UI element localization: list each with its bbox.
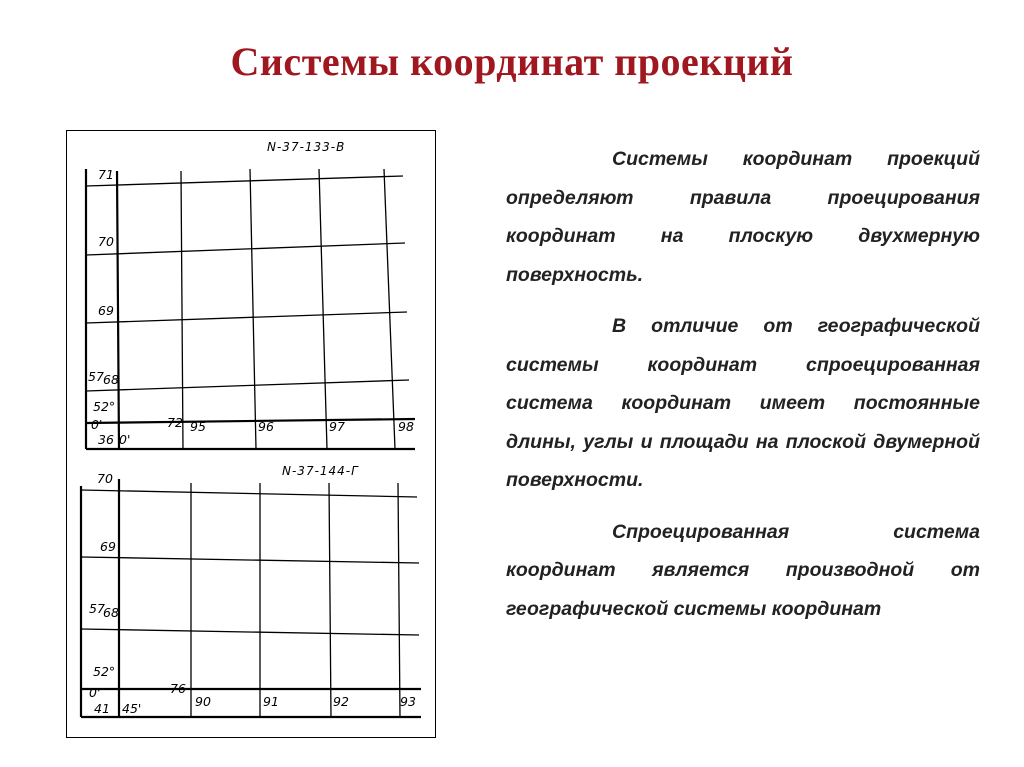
lower-left-label: 52° [93,664,116,679]
upper-bottom-label: 97 [329,419,345,434]
upper-left-label: 57 [88,369,104,384]
lower-left-label: 0' [89,685,101,700]
upper-grid-line-v2 [181,171,183,449]
upper-sheet-label: N-37-133-В [267,140,346,154]
upper-bottom-label: 95 [190,419,206,434]
upper-grid-line-v1 [117,171,119,449]
map-grid-drawing [67,131,434,736]
map-figure [66,130,436,738]
description-text [506,140,980,641]
upper-grid-line-h2 [86,243,405,255]
upper-left-label: 68 [103,372,119,387]
lower-bottom-label: 90 [195,694,211,709]
paragraph: В отличие от географической системы координат спроецированная система координат имеет постоянные длины, углы и площади на плоской двумерной поверхности. [506,315,980,491]
lower-left-label: 45' [122,701,142,716]
upper-left-label: 69 [98,303,114,318]
upper-grid-line-v5 [384,169,395,449]
upper-grid-line-h3 [86,312,407,323]
upper-grid-line-h1 [86,176,403,186]
lower-bottom-label: 93 [400,694,416,709]
upper-left-label: 70 [98,234,114,249]
upper-left-label: 52° [93,399,116,414]
upper-bottom-label: 96 [258,419,274,434]
lower-left-label: 69 [100,539,116,554]
upper-left-label: 71 [98,167,114,182]
lower-left-label: 41 [94,701,110,716]
lower-sheet-label: N-37-144-Г [282,464,359,478]
lower-bottom-label: 76 [170,681,186,696]
upper-map-sheet [86,140,415,449]
lower-grid-line-h2 [81,557,419,563]
lower-left-label: 57 [89,601,105,616]
lower-left-label: 68 [103,605,119,620]
lower-map-sheet [81,464,421,717]
lower-grid-line-h1 [81,490,417,497]
paragraph: Спроецированная система координат является производной от географической системы координат [506,520,980,620]
lower-grid-line-v4 [329,483,331,717]
lower-bottom-label: 91 [263,694,279,709]
upper-left-label: 0' [91,417,103,432]
upper-bottom-label: 72 [167,415,183,430]
lower-left-label: 70 [97,471,113,486]
lower-grid-line-v5 [398,483,400,717]
slide-title: Системы координат проекций [230,39,794,84]
upper-inner-frame-bottom [86,419,415,423]
upper-bottom-label: 98 [398,419,414,434]
upper-left-label: 0' [119,432,131,447]
upper-grid-line-v4 [319,169,327,449]
upper-grid-line-h4 [86,380,409,391]
lower-grid-line-h3 [81,629,419,635]
lower-bottom-label: 92 [333,694,349,709]
upper-grid-line-v3 [250,169,256,449]
paragraph: Системы координат проекций определяют правила проецирования координат на плоскую двухмерную поверхность. [506,148,980,286]
upper-left-label: 36 [98,432,114,447]
